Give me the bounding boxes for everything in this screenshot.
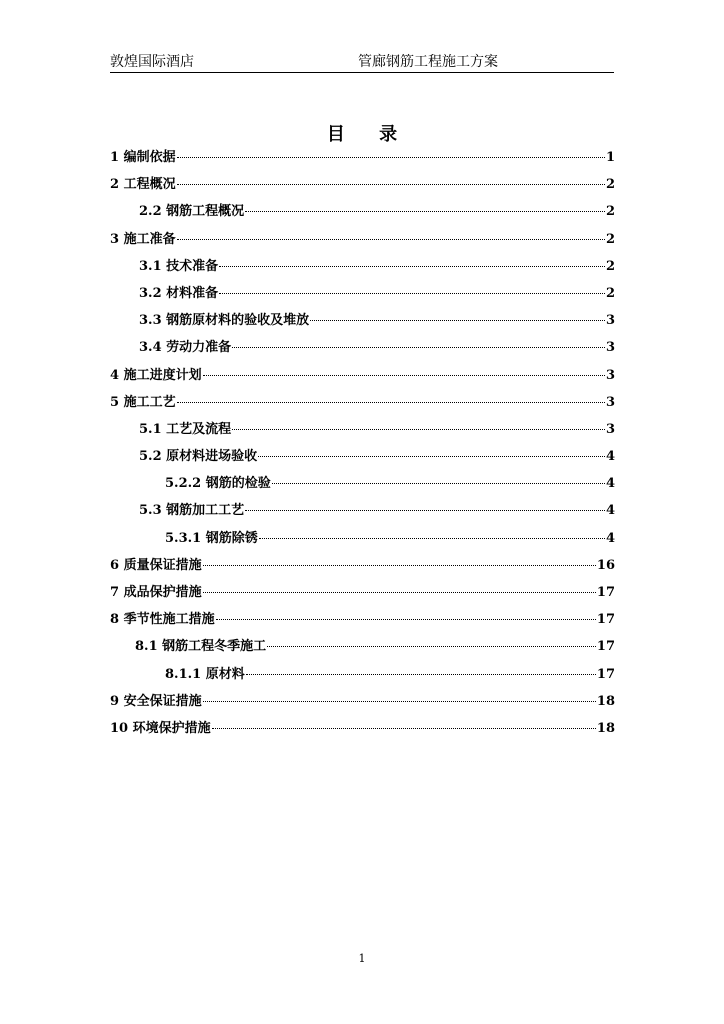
toc-dot-leader (272, 483, 605, 484)
toc-entry-text: 4 施工进度计划 (110, 367, 202, 383)
toc-entry-page: 3 (605, 313, 615, 329)
toc-entry-page: 2 (605, 177, 615, 193)
toc-entry-page: 3 (605, 367, 615, 383)
toc-dot-leader (177, 402, 605, 403)
toc-entry-page: 4 (605, 449, 615, 465)
toc-entry[interactable] (110, 230, 615, 257)
toc-entry[interactable] (110, 610, 615, 637)
page-number: 1 (358, 952, 366, 965)
toc-entry[interactable] (110, 338, 615, 365)
toc-entry[interactable] (110, 175, 615, 202)
toc-entry[interactable] (110, 529, 615, 556)
toc-entry[interactable] (110, 257, 615, 284)
toc-entry[interactable] (110, 556, 615, 583)
toc-dot-leader (177, 157, 605, 158)
toc-entry-page: 2 (605, 231, 615, 247)
toc-title: 目 录 (326, 124, 412, 145)
toc-entry-page: 2 (605, 285, 615, 301)
toc-entry-text: 8 季节性施工措施 (110, 612, 215, 628)
toc-entry-page: 18 (596, 693, 615, 709)
toc-entry-page: 2 (605, 258, 615, 274)
toc-entry[interactable] (110, 719, 615, 746)
toc-entry-page: 17 (596, 639, 615, 655)
table-of-contents (110, 148, 615, 746)
toc-entry-text: 5.2 原材料进场验收 (139, 449, 258, 465)
toc-entry[interactable] (110, 637, 615, 664)
toc-dot-leader (259, 538, 605, 539)
toc-entry-text: 9 安全保证措施 (110, 693, 202, 709)
toc-entry[interactable] (110, 202, 615, 229)
toc-dot-leader (177, 239, 605, 240)
toc-entry-text: 3.1 技术准备 (139, 258, 219, 274)
toc-entry-page: 17 (596, 585, 615, 600)
toc-dot-leader (246, 674, 596, 675)
toc-dot-leader (203, 375, 605, 376)
toc-dot-leader (258, 456, 605, 457)
toc-dot-leader (219, 293, 605, 294)
toc-dot-leader (232, 347, 605, 348)
toc-dot-leader (310, 320, 605, 321)
toc-entry[interactable] (110, 447, 615, 474)
toc-dot-leader (267, 646, 596, 647)
toc-entry[interactable] (110, 583, 615, 610)
toc-entry-page: 17 (596, 666, 615, 682)
toc-entry-text: 2 工程概况 (110, 177, 176, 193)
header-document-title: 管廊钢筋工程施工方案 (358, 54, 498, 70)
toc-dot-leader (219, 266, 605, 267)
toc-entry-page: 3 (605, 421, 615, 437)
toc-entry-text: 5.3.1 钢筋除锈 (165, 530, 258, 546)
toc-entry-page: 3 (605, 340, 615, 356)
toc-entry[interactable] (110, 366, 615, 393)
toc-entry-page: 16 (596, 557, 615, 573)
toc-entry-text: 5.3 钢筋加工工艺 (139, 503, 245, 519)
toc-entry-text: 3 施工准备 (110, 231, 176, 247)
toc-entry-page: 2 (605, 204, 615, 220)
toc-dot-leader (216, 619, 596, 620)
toc-entry-text: 1 编制依据 (110, 150, 176, 165)
toc-dot-leader (203, 565, 596, 566)
toc-entry-text: 5.2.2 钢筋的检验 (165, 476, 271, 492)
toc-dot-leader (177, 184, 605, 185)
toc-entry-text: 3.3 钢筋原材料的验收及堆放 (139, 313, 310, 329)
toc-dot-leader (232, 429, 605, 430)
toc-dot-leader (212, 728, 596, 729)
toc-dot-leader (203, 592, 596, 593)
toc-entry-text: 8.1.1 原材料 (165, 666, 245, 682)
page-header (110, 52, 614, 73)
toc-entry-page: 1 (605, 150, 615, 165)
toc-entry-page: 4 (605, 476, 615, 492)
toc-entry-page: 4 (605, 530, 615, 546)
toc-dot-leader (245, 510, 605, 511)
toc-entry[interactable] (110, 311, 615, 338)
toc-entry[interactable] (110, 148, 615, 175)
toc-dot-leader (203, 701, 596, 702)
toc-entry-text: 5 施工工艺 (110, 394, 176, 410)
toc-entry-text: 6 质量保证措施 (110, 557, 202, 573)
toc-entry[interactable] (110, 393, 615, 420)
toc-entry-text: 3.2 材料准备 (139, 285, 219, 301)
toc-entry[interactable] (110, 284, 615, 311)
toc-entry-page: 4 (605, 503, 615, 519)
toc-entry-page: 17 (596, 612, 615, 628)
toc-entry[interactable] (110, 501, 615, 528)
toc-entry-page: 18 (596, 720, 615, 736)
toc-entry[interactable] (110, 692, 615, 719)
toc-dot-leader (245, 211, 605, 212)
toc-entry[interactable] (110, 665, 615, 692)
toc-entry-text: 8.1 钢筋工程冬季施工 (135, 639, 267, 655)
toc-entry-text: 2.2 钢筋工程概况 (139, 204, 245, 220)
toc-entry-page: 3 (605, 394, 615, 410)
toc-entry-text: 3.4 劳动力准备 (139, 340, 232, 356)
toc-entry[interactable] (110, 420, 615, 447)
toc-entry-text: 5.1 工艺及流程 (139, 421, 232, 437)
toc-entry-text: 7 成品保护措施 (110, 585, 202, 600)
toc-entry-text: 10 环境保护措施 (110, 720, 211, 736)
toc-entry[interactable] (110, 474, 615, 501)
header-project-name: 敦煌国际酒店 (110, 54, 194, 70)
